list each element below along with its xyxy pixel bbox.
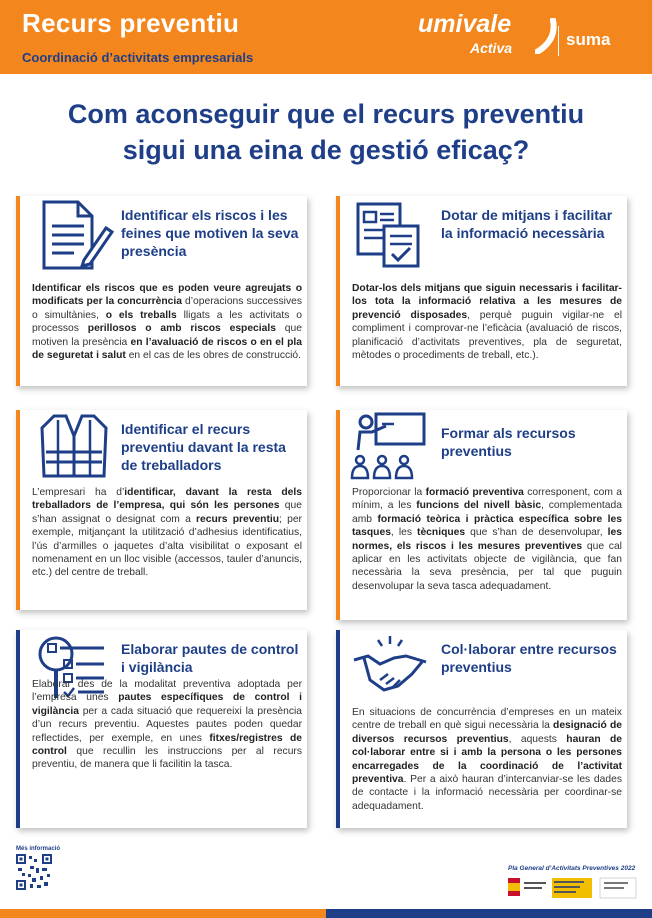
card-body-bold: Identificar els riscos que es poden veure agreujats o modificats per la concurrència: [32, 283, 302, 308]
card-body-bold: perillosos o amb riscos especials: [87, 323, 276, 335]
card-dotar-mitjans: [336, 196, 627, 386]
more-info-label: Més informació: [16, 846, 61, 852]
card-accent-bar: [336, 630, 340, 828]
card-body-text: en el cas de les obres de construcció.: [125, 350, 301, 362]
card-title: Identificar el recurs preventiu davant la resta de treballadors: [121, 421, 286, 473]
logo-activa: Activa: [470, 40, 513, 56]
card-body-text: que motiven la presència: [32, 323, 302, 348]
card-title: Elaborar pautes de control i vigilància: [121, 641, 299, 675]
card-body-bold: pautes específiques de control i vigilància: [32, 692, 303, 717]
logo-suma: suma: [566, 30, 611, 49]
header-subtitle: Coordinació d’activitats empresarials: [22, 50, 254, 65]
logo-divider: [558, 26, 559, 56]
card-body-text: Proporcionar la: [352, 487, 426, 498]
footer-bar-accent: [0, 909, 326, 918]
card-accent-bar: [16, 196, 20, 386]
card-body-bold: Dotar-los dels mitjans que siguin necessaris i facilitar-los tota la informació relativa a les mesures de prevenció disposades: [352, 283, 622, 321]
card-body-text: Elaborar des de la modalitat preventiva adoptada per l’empresa unes: [32, 679, 302, 704]
card-identificar-riscos: [16, 196, 307, 386]
card-body-text: d’operacions successives o simultànies,: [32, 296, 302, 321]
card-body-text: En situacions de concurrència d’empreses en un mateix centre de treball en què sigui necessària la: [352, 707, 622, 732]
safety-vest-icon: [34, 412, 114, 482]
card-body-bold: funcions del nivell bàsic: [416, 500, 542, 512]
card-body-bold: hauran de col·laborar entre si i amb la persona o les persones encarregades de la coordinació de l’activitat preventiva: [352, 733, 622, 786]
card-body-text: , aquests: [508, 733, 567, 745]
card-body-bold: recurs preventiu: [196, 513, 280, 525]
card-body-bold: designació de diversos recursos preventius: [352, 720, 622, 745]
card-body-text: que cal aplicar en les activitats objecte de vigilància, que fan necessària la seva presència, per tal que puguin desenvolupar la seva tasca adequadament.: [352, 540, 622, 592]
card-col-laborar: [336, 630, 627, 828]
card-body: [352, 706, 622, 813]
qr-code-icon[interactable]: [16, 854, 52, 890]
card-body-text: que s’han assignat o designat com a: [32, 500, 302, 525]
card-body: [32, 678, 302, 772]
main-title: [0, 96, 652, 168]
card-body-text: ; per exemple, mitjançant la utilització d’adhesius identificatius, l’ús d’armilles o jaquetes d’alta visibilitat o exposant el nomenament en un lloc visible (accessos, tauler d’anuncis, etc.) del centre de treball.: [32, 513, 302, 579]
document-icon: [34, 198, 114, 274]
card-title: Formar als recursos preventius: [441, 425, 576, 459]
card-body-bold: les normes, els riscos i les mesures preventives: [352, 527, 622, 552]
card-body-bold: identificar, davant la resta dels treballadors de l’empresa, qui són les persones: [32, 487, 302, 512]
card-body-bold: tècniques: [417, 527, 466, 539]
main-title-line-2: sigui una eina de gestió eficaç?: [122, 135, 530, 165]
card-body: [32, 486, 302, 580]
card-body-text: , complementada amb: [352, 500, 622, 525]
card-title: Col·laborar entre recursos preventius: [441, 641, 617, 675]
card-body-bold: en l’avaluació de riscos o en el pla de seguretat i salut: [32, 336, 302, 362]
card-accent-bar: [16, 410, 20, 610]
card-body-text: que recullin les instruccions per al recurs preventiu, de manera que li facilitin la tasca.: [32, 746, 302, 771]
card-accent-bar: [336, 410, 340, 620]
card-elaborar-pautes: [16, 630, 307, 828]
card-body-bold: formació teòrica i pràctica específica sobre les tasques: [352, 513, 622, 539]
card-body-text: que s’han de desenvolupar,: [465, 527, 608, 539]
handshake-icon: [350, 634, 430, 698]
card-body-text: L’empresari ha d’: [32, 487, 125, 498]
card-body-text: corresponent, com a mínim, a les: [352, 487, 622, 512]
card-body-text: , les: [390, 527, 418, 539]
main-title-line-1: Com aconseguir que el recurs preventiu: [67, 99, 585, 129]
checklist-icon: [350, 200, 430, 270]
card-body-text: lligats a les activitats o processos: [32, 309, 302, 335]
card-body: [32, 282, 302, 362]
logo-swoosh-icon: [535, 18, 557, 54]
government-logo-icon: [508, 876, 638, 904]
header-title: Recurs preventiu: [22, 8, 240, 38]
card-identificar-recurs: [16, 410, 307, 610]
card-body-bold: formació preventiva: [425, 487, 524, 498]
card-body-text: . Per a això hauran d’intercanviar-se les dades de contacte i la informació necessària per coordinar-se adequadament.: [352, 774, 622, 812]
logo-umivale: umivale: [418, 10, 512, 38]
card-body-text: , perquè puguin vigilar-ne el compliment i comprovar-ne l’eficàcia (avaluació de riscos, planificació d’activitats preventives, pla de seguretat, mètodes o procediments de treball, etc.).: [352, 309, 622, 362]
training-icon: [350, 410, 430, 482]
card-body: [352, 282, 622, 362]
card-accent-bar: [336, 196, 340, 386]
plan-general-label: Pla General d’Activitats Preventives 2022: [508, 865, 636, 872]
card-body-bold: fitxes/registres de control: [32, 732, 303, 758]
card-title: Identificar els riscos i les feines que motiven la seva presència: [121, 207, 299, 259]
card-accent-bar: [16, 630, 20, 828]
card-formar-recursos: [336, 410, 627, 620]
header-banner: [0, 0, 652, 74]
card-body-bold: o els treballs: [105, 309, 177, 321]
card-title: Dotar de mitjans i facilitar la informació necessària: [441, 207, 613, 241]
card-body-text: per a cada situació que requereixi la presència d’un recurs preventiu. Aquestes pautes poden quedar reflectides, per exemple, en unes: [32, 705, 302, 744]
card-body: [352, 486, 622, 593]
